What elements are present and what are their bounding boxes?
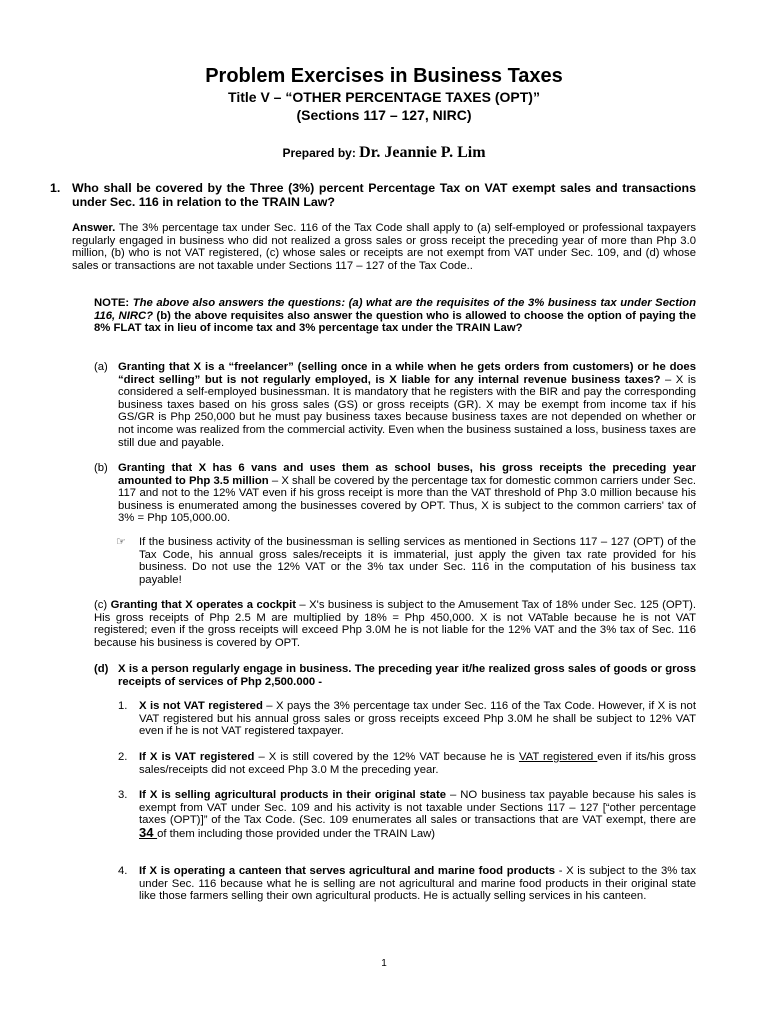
note-italic-text: The above also answers the questions: (a) what are the requisites of the 3% business tax under Section 116, NIRC? — [94, 297, 696, 322]
prepared-by-label: Prepared by: — [282, 146, 360, 160]
item-a-label: (a) — [94, 361, 108, 373]
note-label: NOTE: — [94, 297, 133, 309]
sub-item-2-number: 2. — [118, 751, 128, 763]
sub-item-1-heading: X is not VAT registered — [139, 700, 263, 712]
item-d-paragraph — [118, 663, 696, 688]
prepared-by-line — [0, 143, 768, 163]
item-a-paragraph — [118, 361, 696, 449]
note-paragraph — [94, 297, 696, 335]
question-number: 1. — [50, 181, 61, 195]
sub-item-2-text-a: – X is still covered by the 12% VAT because he is — [254, 751, 519, 763]
answer-paragraph — [72, 222, 696, 272]
item-c-label: (c) — [94, 599, 111, 611]
item-b-label: (b) — [94, 462, 108, 474]
document-subtitle-title: Title V – “OTHER PERCENTAGE TAXES (OPT)” — [228, 89, 540, 105]
item-a-text: – X is considered a self-employed businessman. It is mandatory that he registers with the BIR and pay the corresponding business taxes based on his gross sales (GS) or gross receipts (GR). X may be exempt from income tax if his GS/GR is Php 250,000 but he must pay business taxes because business taxes are not depended on whether or not income was realized from the commercial activity. Even when the business sustained a loss, business taxes are still due and payable. — [118, 373, 696, 449]
sub-item-4-heading: If X is operating a canteen that serves agricultural and marine food products — [139, 865, 556, 877]
answer-label: Answer. — [72, 222, 116, 234]
item-b-paragraph — [118, 462, 696, 525]
sub-item-3-count: 34 — [139, 824, 158, 840]
sub-item-2-text-b: even if its/his gross sales/receipts did not exceed Php 3.0 M the preceding year. — [139, 751, 696, 776]
page-number: 1 — [381, 958, 387, 969]
document-subtitle-sections: (Sections 117 – 127, NIRC) — [296, 107, 472, 123]
sub-item-3-heading: If X is selling agricultural products in their original state — [139, 789, 447, 801]
sub-item-1-number: 1. — [118, 700, 128, 712]
answer-text: The 3% percentage tax under Sec. 116 of the Tax Code shall apply to (a) self-employed or professional taxpayers regularly engaged in business who did not realized a gross sales or gross receipt the preceding year of more than Php 3.0 million, (b) who is not VAT registered, (c) whose sales or receipts are not exempt from VAT under Sec. 109, and (d) whose sales or transactions are not taxable under Sections 117 – 127 of the Tax Code.. — [72, 222, 696, 272]
sub-item-3-text-a: – NO business tax payable because his sales is exempt from VAT under Sec. 109 and his activity is not taxable under Sections 117 – 127 [“other percentage taxes (OPT)]” of the Tax Code. (Sec. 109 enumerates all sales or transactions that are VAT exempt, there are — [139, 789, 696, 827]
item-d-dash: - — [315, 675, 323, 688]
sub-item-4-paragraph — [139, 865, 696, 903]
item-d-label: (d) — [94, 663, 109, 675]
sub-item-2-underline: VAT registered — [518, 751, 598, 763]
item-b-bullet-text: If the business activity of the businessman is selling services as mentioned in Sections 117 – 127 (OPT) of the Tax Code, his annual gross sales/receipts it is immaterial, just apply the given tax rate provided for his business. Do not use the 12% VAT or the 3% tax under Sec. 116 in the computation of his business tax payable! — [139, 536, 696, 586]
item-c-paragraph — [94, 599, 696, 649]
item-d-question: X is a person regularly engage in business. The preceding year it/he realized gross sales of goods or gross receipts of services of Php 2,500.000 — [118, 663, 696, 688]
sub-item-3-paragraph — [139, 789, 696, 840]
item-b-text: – X shall be covered by the percentage tax for domestic common carriers under Sec. 117 and not to the 12% VAT even if his gross receipt is more than the VAT threshold of Php 3.0 million because his business is enumerated among the businesses covered by OPT. Thus, X is subject to the common carriers' tax of 3% = Php 105,000.00. — [118, 474, 696, 525]
item-a-question: Granting that X is a “freelancer” (selling once in a while when he gets orders from customers) or he does “direct selling” but is not regularly employed, is X liable for any internal revenue business taxes? — [118, 361, 696, 386]
note-text: (b) the above requisites also answer the question who is allowed to choose the option of paying the 8% FLAT tax in lieu of income tax and 3% percentage tax under the TRAIN Law? — [94, 309, 696, 335]
sub-item-4-number: 4. — [118, 865, 128, 877]
document-title: Problem Exercises in Business Taxes — [205, 65, 563, 87]
sub-item-2-paragraph — [139, 751, 696, 776]
sub-item-3-number: 3. — [118, 789, 128, 801]
item-b-question: Granting that X has 6 vans and uses them as school buses, his gross receipts the preceding year amounted to Php 3.5 million — [118, 462, 696, 487]
sub-item-1-text: – X pays the 3% percentage tax under Sec. 116 of the Tax Code. However, if X is not VAT registered but his annual gross sales or gross receipts exceed Php 3.0M he shall be subject to 12% VAT even if he is not VAT registered taxpayer. — [139, 700, 696, 738]
sub-item-3-text-b: of them including those provided under the TRAIN Law) — [157, 827, 436, 840]
sub-item-4-text: - X is subject to the 3% tax under Sec. 116 because what he is selling are not agricultural and marine food products in their original state like those farmers selling their own agricultural products. He is actually selling services in his canteen. — [139, 865, 697, 903]
sub-item-1-paragraph — [139, 700, 696, 738]
author-name: Dr. Jeannie P. Lim — [359, 144, 486, 161]
item-c-question: Granting that X operates a cockpit — [110, 599, 296, 611]
question-text: Who shall be covered by the Three (3%) percent Percentage Tax on VAT exempt sales and transactions under Sec. 116 in relation to the TRAIN Law? — [72, 181, 696, 210]
sub-item-2-heading: If X is VAT registered — [139, 751, 255, 763]
item-c-text: – X's business is subject to the Amusement Tax of 18% under Sec. 125 (OPT). His gross receipts of Php 2.5 M are multiplied by 18% = Php 450,000. X is not VATable because he is not VAT registered; even if the gross receipts will exceed Php 3.0M he is not liable for the 12% VAT and the 3% tax of Sec. 116 because his business is covered by OPT. — [94, 599, 697, 649]
hand-pointer-icon: ☞ — [116, 536, 126, 548]
